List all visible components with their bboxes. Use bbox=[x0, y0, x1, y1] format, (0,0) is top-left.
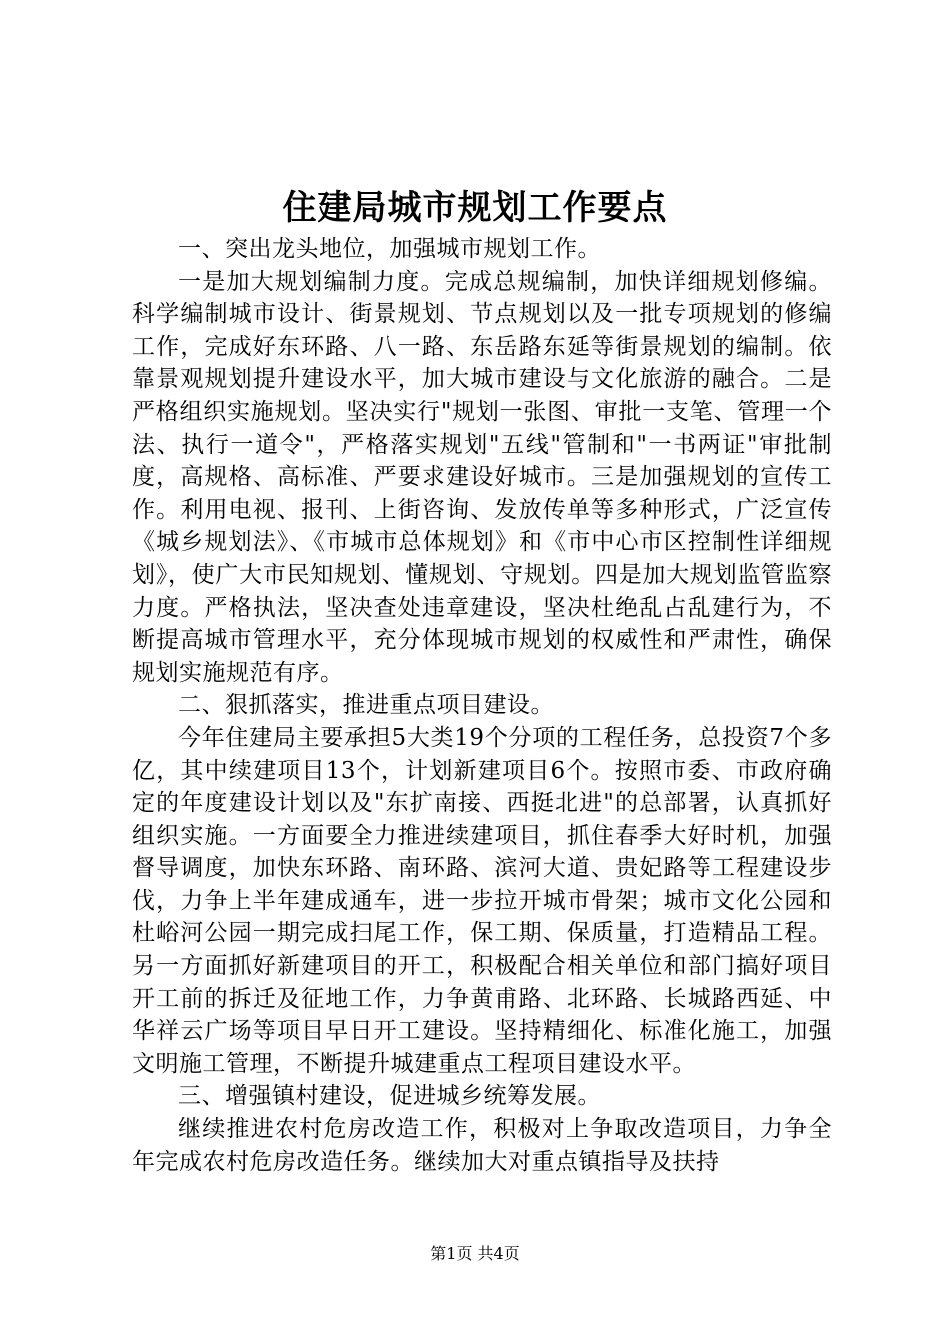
section-heading-1: 一、突出龙头地位，加强城市规划工作。 bbox=[178, 236, 601, 262]
paragraph-planning: 一是加大规划编制力度。完成总规编制，加快详细规划修编。科学编制城市设计、街景规划、节点规划以及一批专项规划的修编工作，完成好东环路、八一路、东岳路东延等街景规划的编制。依靠景观规划提升建设水平，加大城市建设与文化旅游的融合。二是严格组织实施规划。坚决实行"规划一张图、审批一支笔、管理一个法、执行一道令"，严格落实规划"五线"管制和"一书两证"审批制度，高规格、高标准、严要求建设好城市。三是加强规划的宣传工作。利用电视、报刊、上街咨询、发放传单等多种形式，广泛宣传《城乡规划法》、《市城市总体规划》和《市中心市区控制性详细规划》，使广大市民知规划、懂规划、守规划。四是加大规划监管监察力度。严格执法，坚决查处违章建设，坚决杜绝乱占乱建行为，不断提高城市管理水平，充分体现城市规划的权威性和严肃性，确保规划实施规范有序。 bbox=[132, 268, 832, 686]
section-heading-3: 三、增强镇村建设，促进城乡统筹发展。 bbox=[178, 1083, 601, 1110]
document-title: 住建局城市规划工作要点 bbox=[282, 188, 668, 228]
paragraph-projects: 今年住建局主要承担5大类19个分项的工程任务，总投资7个多亿，其中续建项目13个，计划新建项目6个。按照市委、市政府确定的年度建设计划以及"东扩南接、西挺北进"的总部署，认真抓好组织实施。一方面要全力推进续建项目，抓住春季大好时机，加强督导调度，加快东环路、南环路、滨河大道、贵妃路等工程建设步伐，力争上半年建成通车，进一步拉开城市骨架；城市文化公园和杜峪河公园一期完成扫尾工作，保工期、保质量，打造精品工程。另一方面抓好新建项目的开工，积极配合相关单位和部门搞好项目开工前的拆迁及征地工作，力争黄甫路、北环路、长城路西延、中华祥云广场等项目早日开工建设。坚持精细化、标准化施工，加强文明施工管理，不断提升城建重点工程项目建设水平。 bbox=[132, 724, 832, 1077]
paragraph-villages: 继续推进农村危房改造工作，积极对上争取改造项目，力争全年完成农村危房改造任务。继续加大对重点镇指导及扶持 bbox=[132, 1116, 832, 1175]
document-body bbox=[132, 233, 832, 1178]
section-heading-2: 二、狠抓落实，推进重点项目建设。 bbox=[178, 692, 554, 719]
page-footer: 第1页 共4页 bbox=[430, 1244, 520, 1263]
